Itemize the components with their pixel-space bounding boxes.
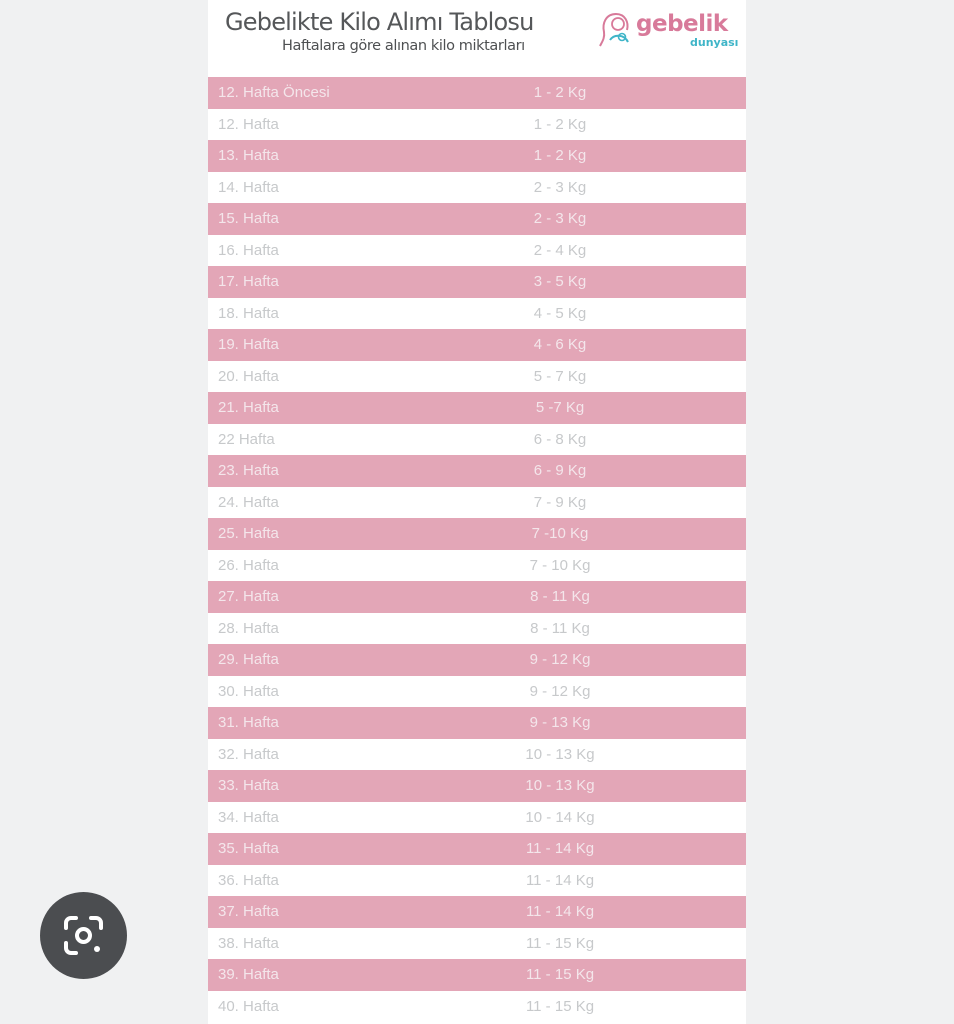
table-row xyxy=(208,203,746,235)
week-cell: 15. Hafta xyxy=(218,210,279,227)
kg-cell: 5 -7 Kg xyxy=(535,399,585,416)
mother-baby-logo-icon xyxy=(598,10,634,50)
week-cell: 21. Hafta xyxy=(218,399,279,416)
kg-cell: 11 - 14 Kg xyxy=(525,840,595,857)
kg-cell: 10 - 13 Kg xyxy=(525,745,595,763)
table-row xyxy=(208,487,746,519)
kg-cell: 7 -10 Kg xyxy=(531,525,589,542)
week-cell: 35. Hafta xyxy=(218,840,279,857)
table-row xyxy=(208,298,746,330)
kg-cell: 3 - 5 Kg xyxy=(533,273,587,290)
table-header xyxy=(208,0,746,74)
table-row xyxy=(208,424,746,456)
table-row xyxy=(208,770,746,802)
logo-wordmark: gebelik xyxy=(636,11,728,37)
kg-cell: 4 - 6 Kg xyxy=(533,336,587,353)
kg-cell: 11 - 15 Kg xyxy=(525,934,595,952)
week-cell: 12. Hafta Öncesi xyxy=(218,84,330,101)
kg-cell: 2 - 3 Kg xyxy=(533,178,587,196)
kg-cell: 7 - 9 Kg xyxy=(533,493,587,511)
week-cell: 14. Hafta xyxy=(218,178,279,196)
table-row xyxy=(208,896,746,928)
table-row xyxy=(208,550,746,582)
table-row xyxy=(208,707,746,739)
week-cell: 30. Hafta xyxy=(218,682,279,700)
kg-cell: 8 - 11 Kg xyxy=(530,588,590,605)
page-subtitle: Haftalara göre alınan kilo miktarları xyxy=(282,38,525,54)
table-row xyxy=(208,77,746,109)
week-cell: 28. Hafta xyxy=(218,619,279,637)
table-row xyxy=(208,865,746,897)
week-cell: 36. Hafta xyxy=(218,871,279,889)
table-row xyxy=(208,928,746,960)
kg-cell: 5 - 7 Kg xyxy=(533,367,587,385)
week-cell: 27. Hafta xyxy=(218,588,279,605)
table-row xyxy=(208,581,746,613)
kg-cell: 1 - 2 Kg xyxy=(533,84,587,101)
table-row xyxy=(208,266,746,298)
week-cell: 32. Hafta xyxy=(218,745,279,763)
kg-cell: 9 - 13 Kg xyxy=(529,714,591,731)
kg-cell: 11 - 15 Kg xyxy=(525,966,595,983)
kg-cell: 1 - 2 Kg xyxy=(533,115,587,133)
week-cell: 19. Hafta xyxy=(218,336,279,353)
table-row xyxy=(208,676,746,708)
table-row xyxy=(208,172,746,204)
week-cell: 29. Hafta xyxy=(218,651,279,668)
table-row xyxy=(208,455,746,487)
week-cell: 38. Hafta xyxy=(218,934,279,952)
week-cell: 18. Hafta xyxy=(218,304,279,322)
weight-gain-table-image xyxy=(208,0,746,1024)
lens-search-icon xyxy=(62,914,105,957)
week-cell: 37. Hafta xyxy=(218,903,279,920)
table-row xyxy=(208,739,746,771)
kg-cell: 6 - 9 Kg xyxy=(533,462,587,479)
table-row xyxy=(208,518,746,550)
table-row xyxy=(208,991,746,1023)
week-cell: 26. Hafta xyxy=(218,556,279,574)
table-row xyxy=(208,613,746,645)
week-cell: 40. Hafta xyxy=(218,997,279,1015)
week-cell: 20. Hafta xyxy=(218,367,279,385)
table-row xyxy=(208,392,746,424)
week-cell: 12. Hafta xyxy=(218,115,279,133)
kg-cell: 11 - 14 Kg xyxy=(525,903,595,920)
kg-cell: 11 - 14 Kg xyxy=(525,871,595,889)
table-row xyxy=(208,644,746,676)
week-cell: 13. Hafta xyxy=(218,147,279,164)
table-row xyxy=(208,802,746,834)
kg-cell: 6 - 8 Kg xyxy=(533,430,587,448)
logo-subword: dunyası xyxy=(690,36,739,49)
kg-cell: 9 - 12 Kg xyxy=(529,651,591,668)
gebelik-dunyasi-logo xyxy=(598,8,738,52)
table-row xyxy=(208,361,746,393)
kg-cell: 11 - 15 Kg xyxy=(525,997,595,1015)
week-cell: 31. Hafta xyxy=(218,714,279,731)
week-cell: 22 Hafta xyxy=(218,430,275,448)
table-row xyxy=(208,109,746,141)
weight-table xyxy=(208,77,746,1022)
kg-cell: 7 - 10 Kg xyxy=(529,556,591,574)
kg-cell: 2 - 4 Kg xyxy=(533,241,587,259)
week-cell: 24. Hafta xyxy=(218,493,279,511)
week-cell: 16. Hafta xyxy=(218,241,279,259)
week-cell: 17. Hafta xyxy=(218,273,279,290)
kg-cell: 9 - 12 Kg xyxy=(529,682,591,700)
kg-cell: 4 - 5 Kg xyxy=(533,304,587,322)
kg-cell: 10 - 14 Kg xyxy=(525,808,595,826)
lens-search-button[interactable] xyxy=(40,892,127,979)
table-row xyxy=(208,140,746,172)
week-cell: 34. Hafta xyxy=(218,808,279,826)
table-row xyxy=(208,959,746,991)
week-cell: 23. Hafta xyxy=(218,462,279,479)
page-title: Gebelikte Kilo Alımı Tablosu xyxy=(225,8,534,36)
kg-cell: 2 - 3 Kg xyxy=(533,210,587,227)
kg-cell: 8 - 11 Kg xyxy=(530,619,590,637)
week-cell: 39. Hafta xyxy=(218,966,279,983)
table-row xyxy=(208,329,746,361)
kg-cell: 1 - 2 Kg xyxy=(533,147,587,164)
week-cell: 25. Hafta xyxy=(218,525,279,542)
kg-cell: 10 - 13 Kg xyxy=(525,777,595,794)
week-cell: 33. Hafta xyxy=(218,777,279,794)
table-row xyxy=(208,833,746,865)
table-row xyxy=(208,235,746,267)
